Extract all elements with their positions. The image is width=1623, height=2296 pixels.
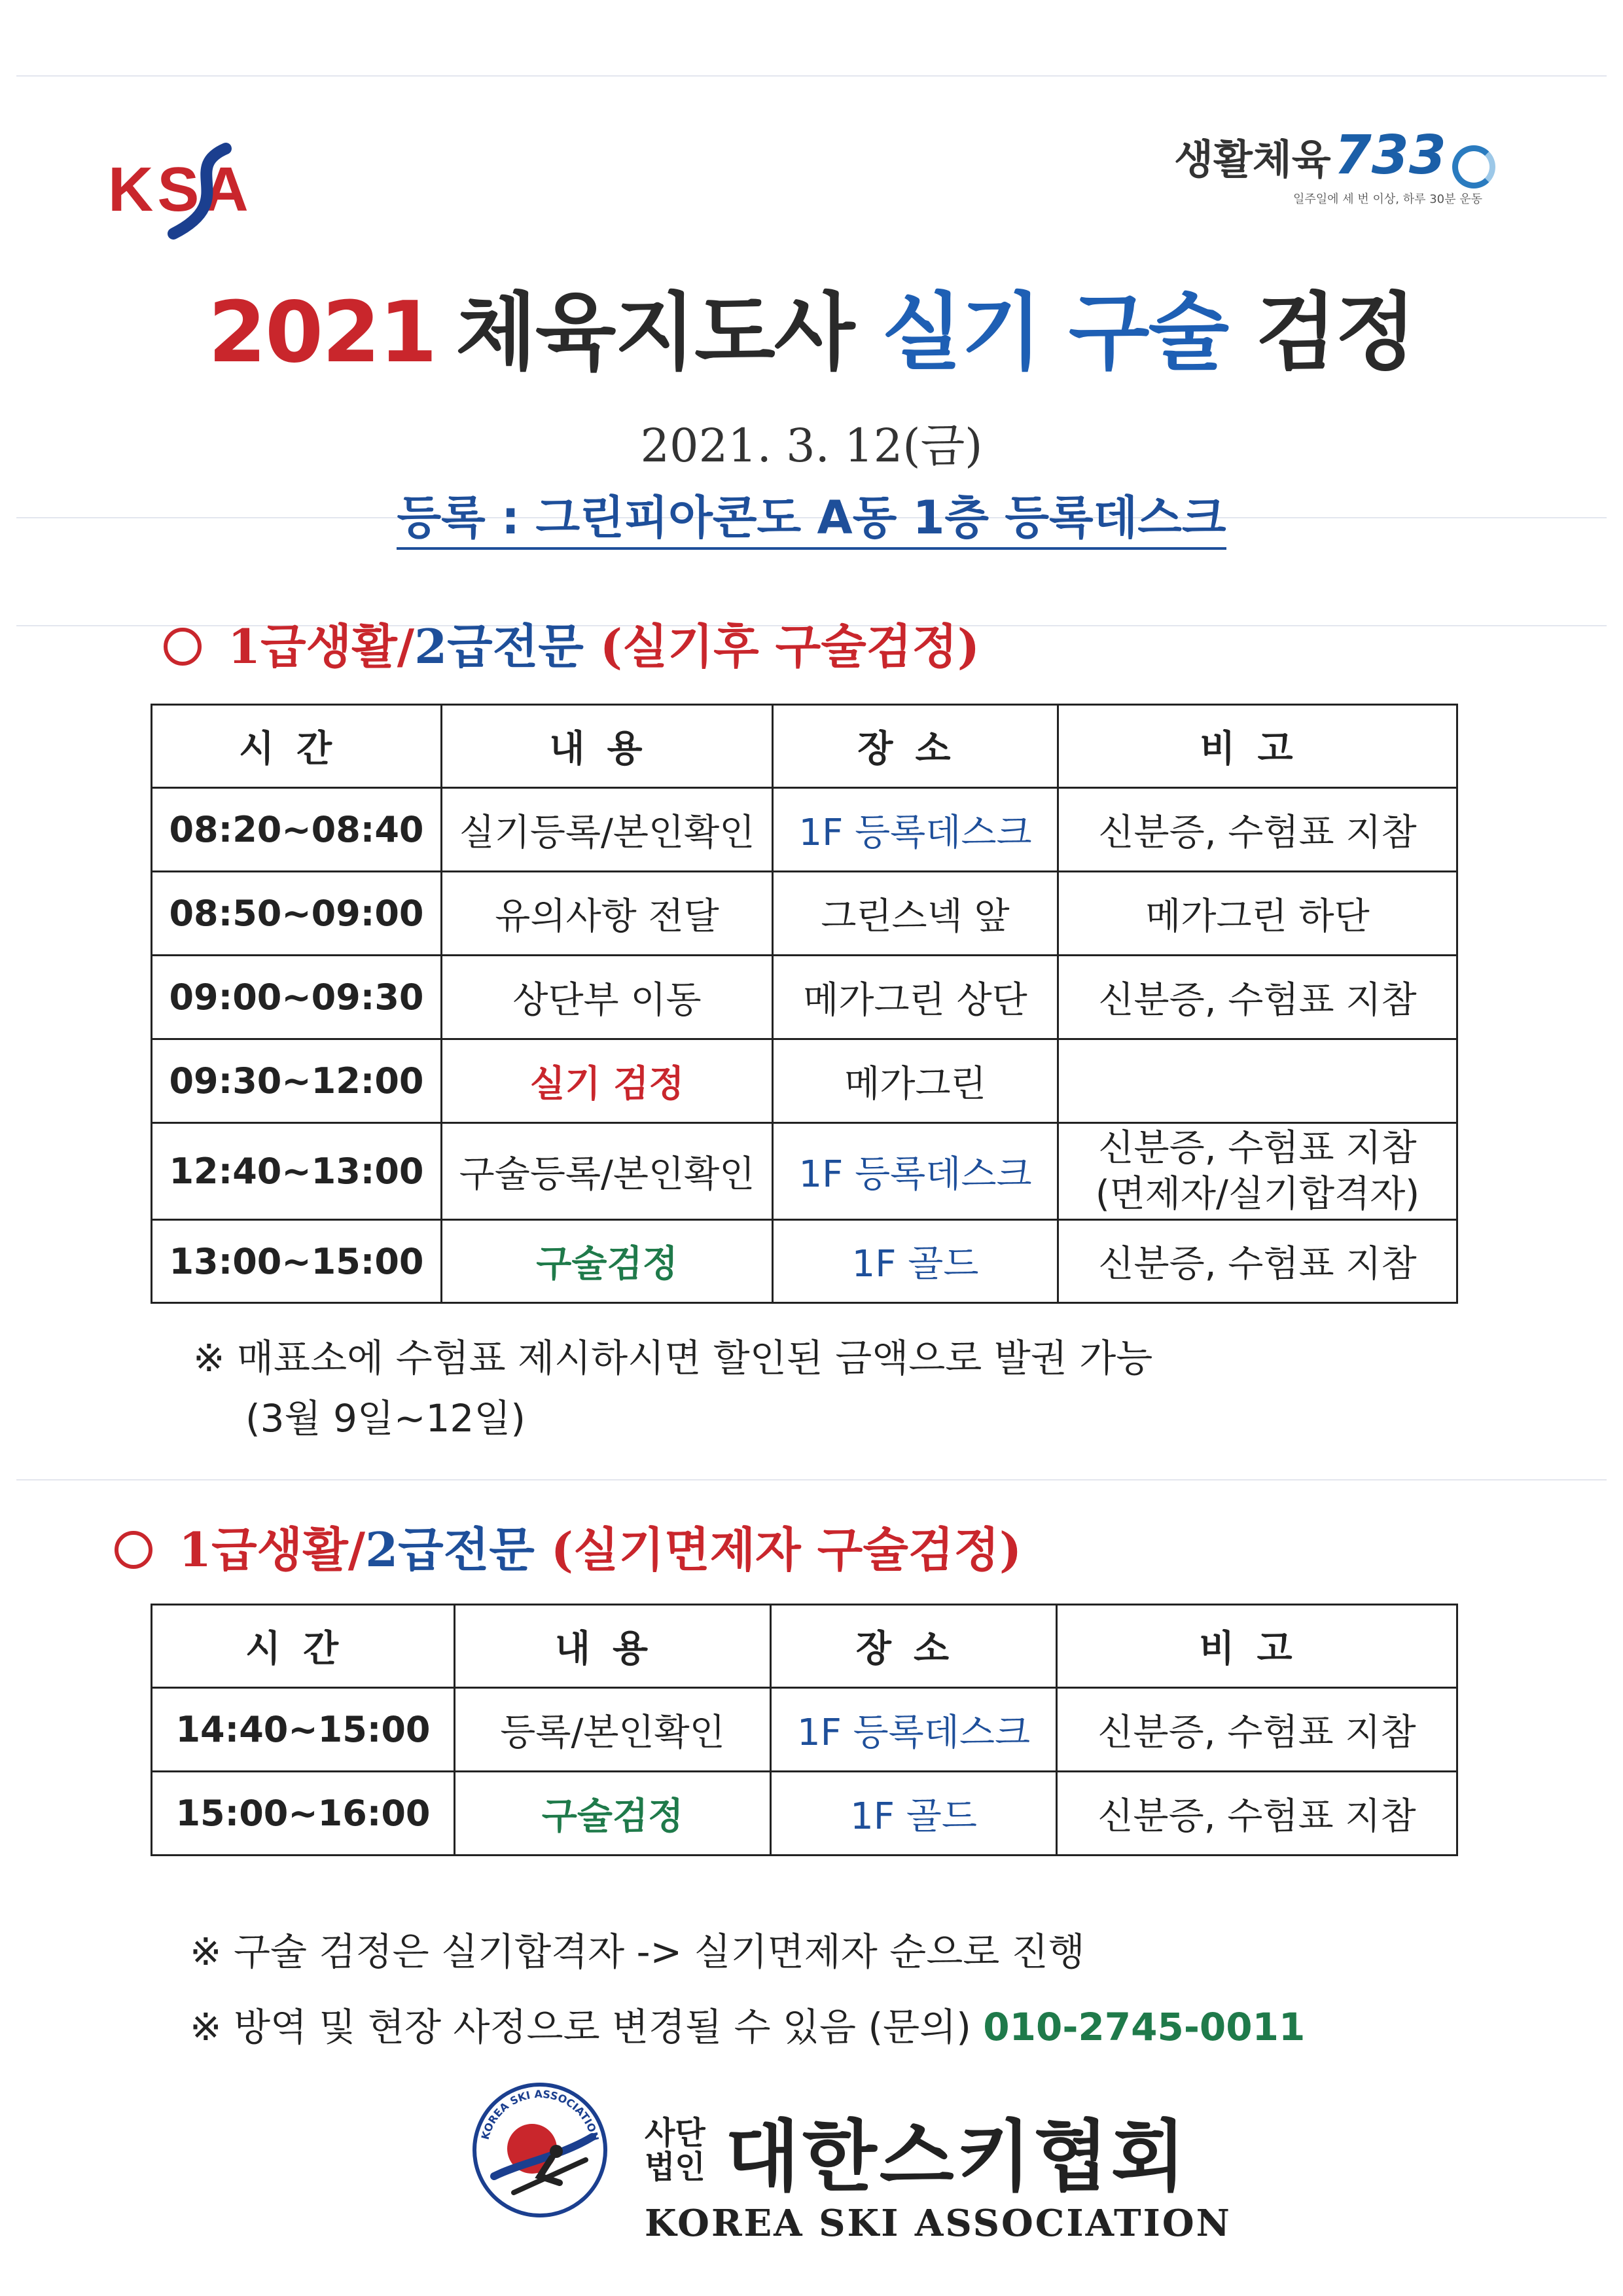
cell-time: 08:20~08:40 bbox=[152, 788, 442, 872]
venue-line bbox=[0, 481, 1623, 547]
sport-733-logo bbox=[1174, 124, 1495, 207]
cell-content: 구술등록/본인확인 bbox=[442, 1123, 773, 1220]
cell-note: 메가그린 하단 bbox=[1058, 872, 1457, 956]
table-row bbox=[152, 1688, 1457, 1772]
ksa-swoosh-icon bbox=[154, 142, 252, 240]
cell-time: 08:50~09:00 bbox=[152, 872, 442, 956]
org-type-line1: 사단 bbox=[645, 2115, 705, 2151]
section1-heading-part3: (실기후 구술검정) bbox=[583, 619, 980, 674]
header-time: 시간 bbox=[152, 705, 442, 788]
cell-place: 1F 등록데스크 bbox=[773, 788, 1058, 872]
header-place: 장소 bbox=[771, 1605, 1057, 1688]
title-part1: 체육지도사 bbox=[455, 284, 854, 382]
section2-heading bbox=[115, 1512, 1022, 1580]
header-content: 내용 bbox=[455, 1605, 771, 1688]
slogan-number: 733 bbox=[1334, 124, 1446, 187]
table-row bbox=[152, 1772, 1457, 1856]
korea-ski-association-emblem-icon bbox=[468, 2078, 612, 2222]
table-row bbox=[152, 1039, 1457, 1123]
slogan-main: 생활체육 bbox=[1174, 135, 1331, 183]
note-line-2 bbox=[190, 1996, 1305, 2051]
cell-time: 13:00~15:00 bbox=[152, 1220, 442, 1303]
table-row bbox=[152, 1220, 1457, 1303]
cell-note-line2: (면제자/실기합격자) bbox=[1095, 1172, 1420, 1215]
venue-text: 등록 : 그린피아콘도 A동 1층 등록데스크 bbox=[397, 491, 1226, 550]
table-row bbox=[152, 872, 1457, 956]
circle-bullet-icon bbox=[164, 628, 202, 666]
table-row bbox=[152, 956, 1457, 1039]
ksa-logo bbox=[108, 154, 253, 226]
cell-place: 1F 골드 bbox=[771, 1772, 1057, 1856]
table-header-row bbox=[152, 705, 1457, 788]
header-content: 내용 bbox=[442, 705, 773, 788]
cell-time: 09:30~12:00 bbox=[152, 1039, 442, 1123]
cell-content: 구술검정 bbox=[442, 1220, 773, 1303]
cell-content: 구술검정 bbox=[455, 1772, 771, 1856]
header-place: 장소 bbox=[773, 705, 1058, 788]
cell-content: 실기 검정 bbox=[442, 1039, 773, 1123]
cell-note: 신분증, 수험표 지참 bbox=[1058, 788, 1457, 872]
note-line-1: ※ 구술 검정은 실기합격자 -> 실기면제자 순으로 진행 bbox=[190, 1929, 1085, 1974]
page-title bbox=[0, 265, 1623, 386]
section1-heading bbox=[164, 609, 980, 677]
org-english-name: KOREA SKI ASSOCIATION bbox=[645, 2202, 1232, 2245]
footer-organization bbox=[645, 2094, 1232, 2245]
cell-time: 09:00~09:30 bbox=[152, 956, 442, 1039]
cell-note-line1: 신분증, 수험표 지참 bbox=[1098, 1126, 1417, 1170]
table-row bbox=[152, 788, 1457, 872]
cell-note bbox=[1058, 1123, 1457, 1220]
contact-phone: 010-2745-0011 bbox=[983, 2005, 1306, 2049]
title-part3: 검정 bbox=[1255, 284, 1416, 382]
circle-bullet-icon bbox=[115, 1531, 152, 1569]
section2-heading-part2: 2급전문 bbox=[365, 1522, 535, 1577]
cell-note: 신분증, 수험표 지참 bbox=[1058, 1220, 1457, 1303]
emblem-ring-text: KOREA SKI ASSOCIATION bbox=[478, 2087, 601, 2143]
cell-content: 실기등록/본인확인 bbox=[442, 788, 773, 872]
title-year: 2021 bbox=[207, 284, 437, 382]
section1-footnote-2: (3월 9일~12일) bbox=[245, 1396, 526, 1441]
table-row bbox=[152, 1123, 1457, 1220]
title-part2: 실기 구술 bbox=[882, 284, 1228, 382]
cell-place: 메가그린 bbox=[773, 1039, 1058, 1123]
cell-place: 그린스넥 앞 bbox=[773, 872, 1058, 956]
ring-icon bbox=[1452, 145, 1495, 188]
event-date: 2021. 3. 12(금) bbox=[640, 419, 983, 473]
note-line-2-text: ※ 방역 및 현장 사정으로 변경될 수 있음 (문의) bbox=[190, 2005, 984, 2049]
ksa-logo-text: KSA bbox=[108, 154, 253, 224]
slogan-sub: 일주일에 세 번 이상, 하루 30분 운동 bbox=[1293, 192, 1482, 206]
table-header-row bbox=[152, 1605, 1457, 1688]
org-type bbox=[645, 2116, 705, 2184]
header-note: 비고 bbox=[1057, 1605, 1457, 1688]
cell-note: 신분증, 수험표 지참 bbox=[1058, 956, 1457, 1039]
header-time: 시간 bbox=[152, 1605, 455, 1688]
cell-place: 1F 등록데스크 bbox=[773, 1123, 1058, 1220]
cell-content: 유의사항 전달 bbox=[442, 872, 773, 956]
schedule-table-2 bbox=[151, 1604, 1458, 1856]
header-note: 비고 bbox=[1058, 705, 1457, 788]
cell-content: 상단부 이동 bbox=[442, 956, 773, 1039]
section1-footnote-1: ※ 매표소에 수험표 제시하시면 할인된 금액으로 발권 가능 bbox=[193, 1336, 1153, 1380]
cell-time: 12:40~13:00 bbox=[152, 1123, 442, 1220]
cell-place: 1F 골드 bbox=[773, 1220, 1058, 1303]
org-name: 대한스키협회 bbox=[724, 2111, 1188, 2202]
section1-heading-part2: 2급전문 bbox=[414, 619, 584, 674]
cell-time: 14:40~15:00 bbox=[152, 1688, 455, 1772]
section2-heading-part3: (실기면제자 구술검정) bbox=[534, 1522, 1022, 1577]
cell-note bbox=[1058, 1039, 1457, 1123]
cell-note: 신분증, 수험표 지참 bbox=[1057, 1688, 1457, 1772]
cell-place: 메가그린 상단 bbox=[773, 956, 1058, 1039]
org-type-line2: 법인 bbox=[645, 2149, 705, 2185]
cell-place: 1F 등록데스크 bbox=[771, 1688, 1057, 1772]
cell-note: 신분증, 수험표 지참 bbox=[1057, 1772, 1457, 1856]
cell-content: 등록/본인확인 bbox=[455, 1688, 771, 1772]
section2-heading-part1: 1급생활/ bbox=[179, 1522, 366, 1577]
section1-heading-part1: 1급생활/ bbox=[228, 619, 415, 674]
scan-line-top bbox=[16, 75, 1607, 77]
schedule-table-1 bbox=[151, 704, 1458, 1304]
cell-time: 15:00~16:00 bbox=[152, 1772, 455, 1856]
scan-line-lower bbox=[16, 1479, 1607, 1480]
